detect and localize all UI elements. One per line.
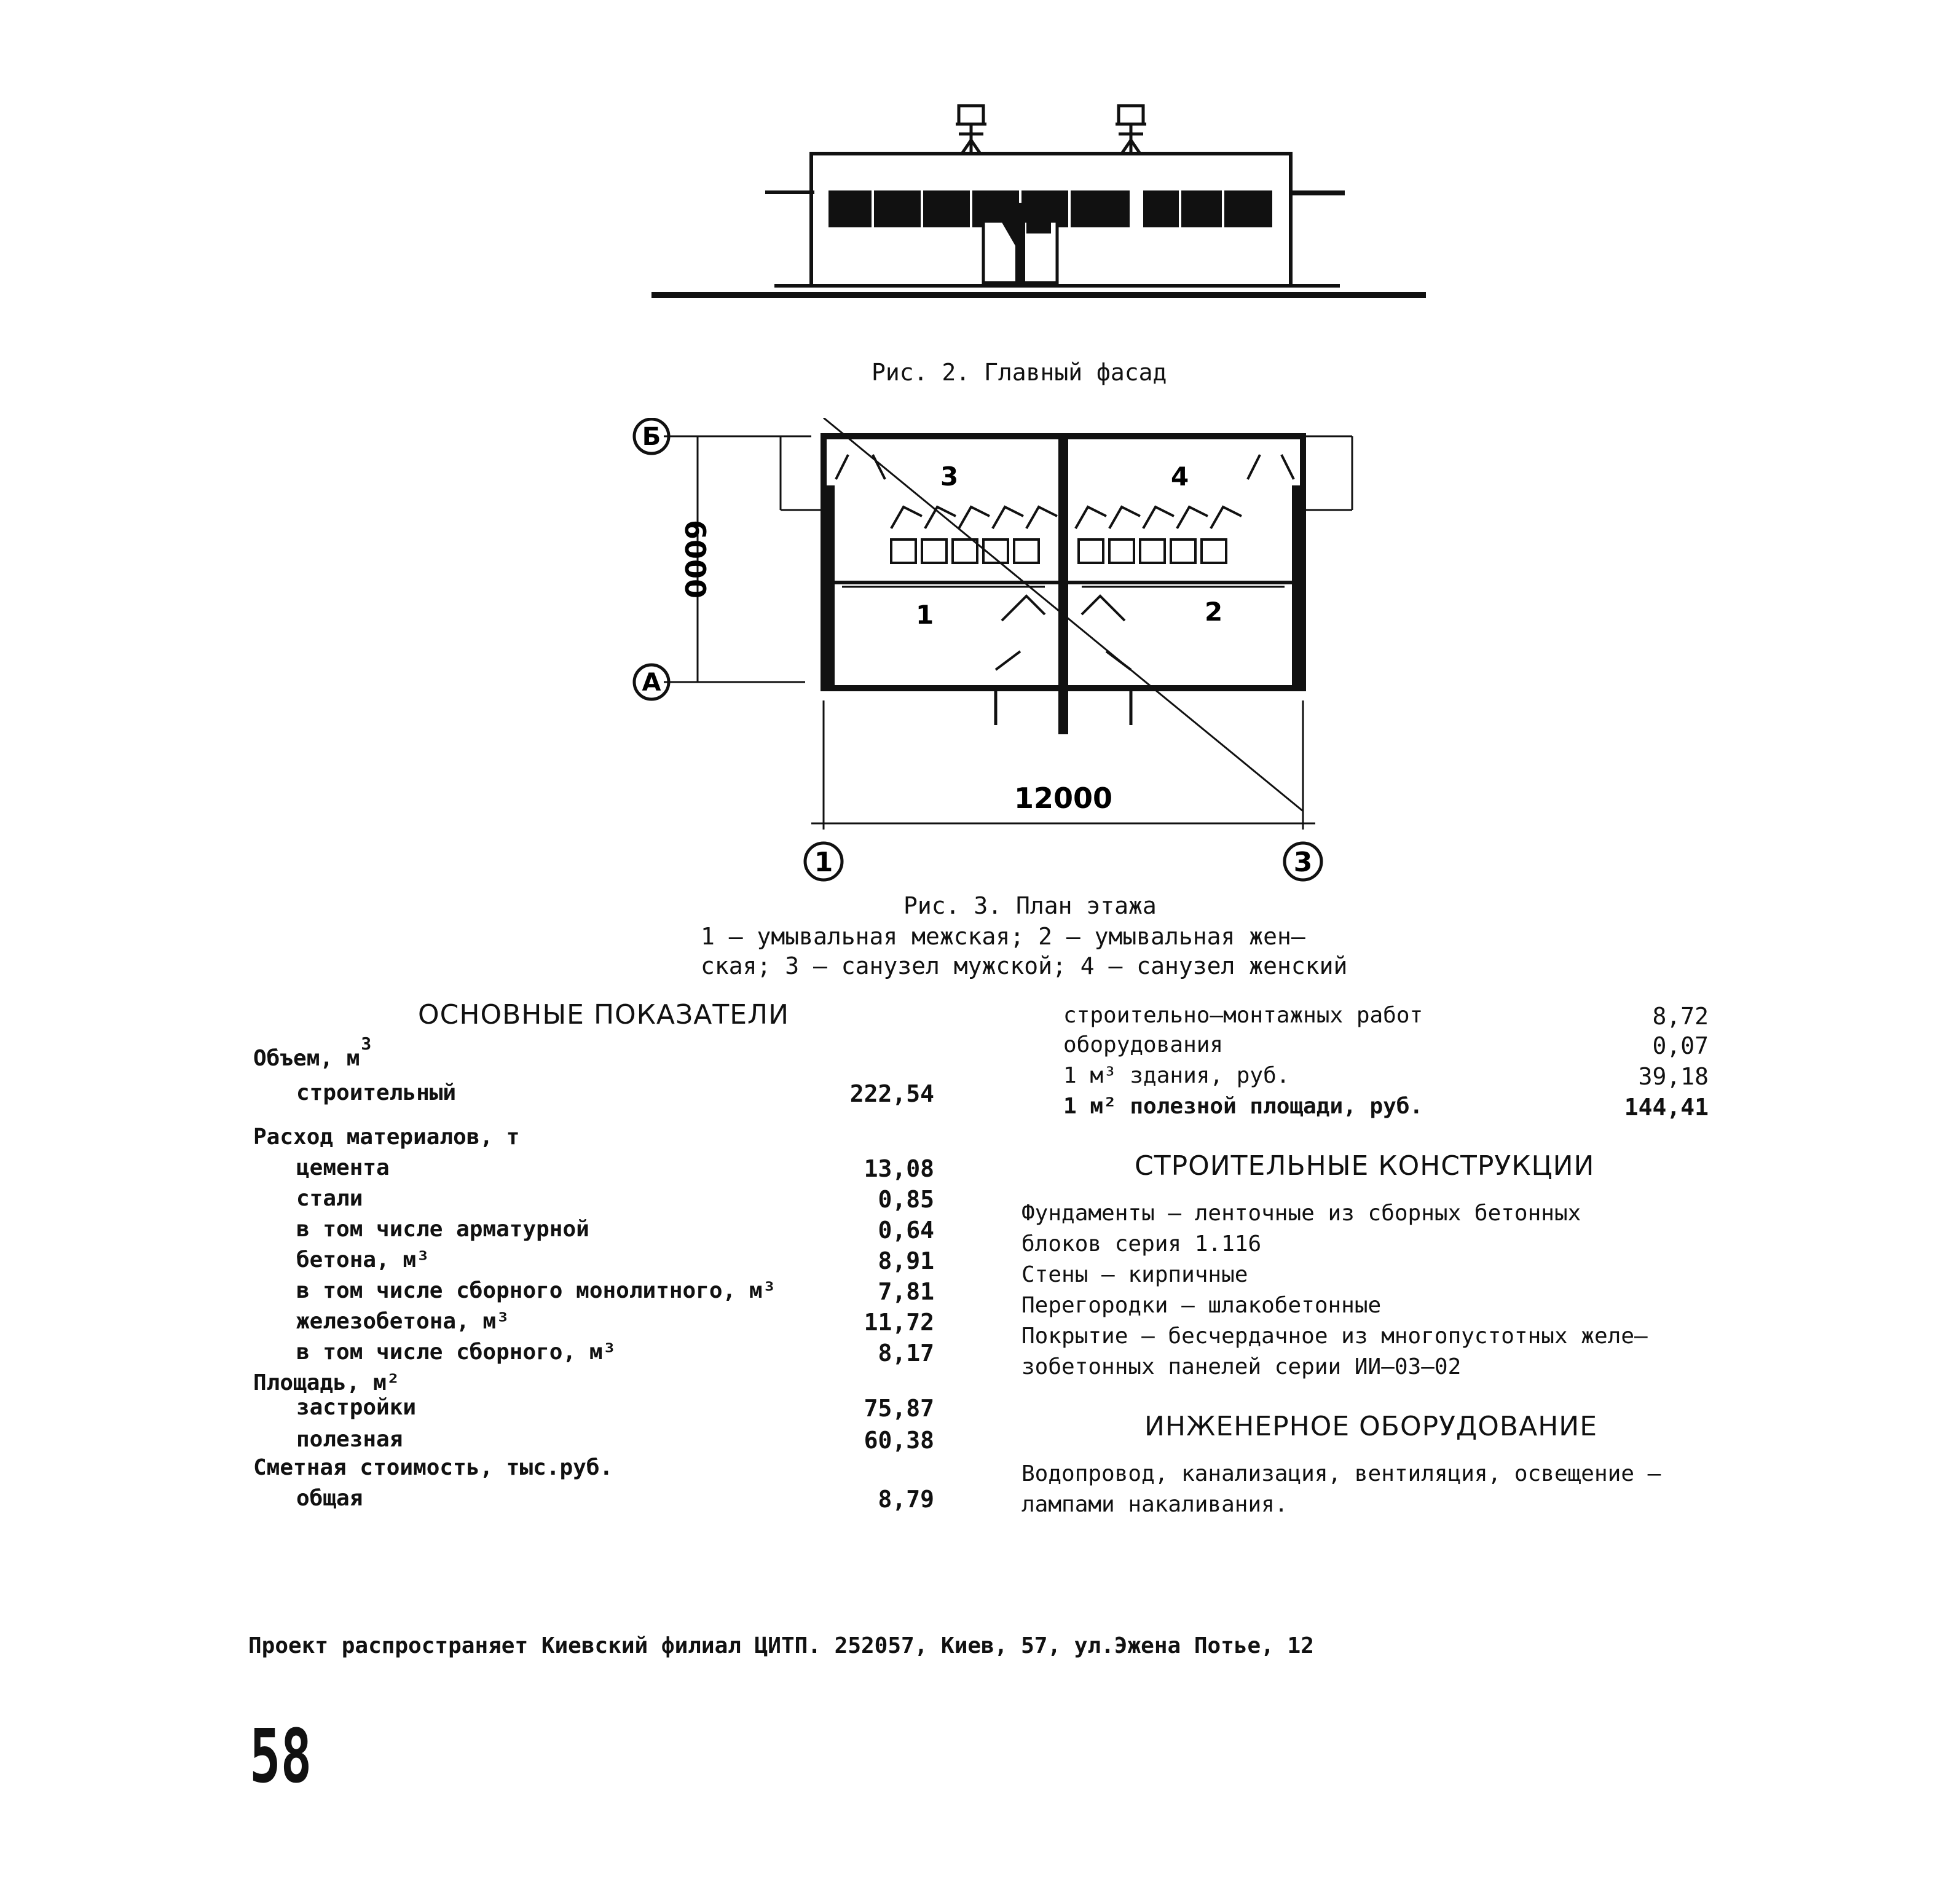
ind-row-7-label: железобетона, м³ xyxy=(296,1309,510,1334)
constructions-line-3: Перегородки – шлакобетонные xyxy=(1021,1293,1382,1318)
volume-label xyxy=(253,1034,372,1071)
ind-row-3-label: стали xyxy=(296,1186,363,1211)
room-4-label: 4 xyxy=(1171,461,1189,492)
equipment-line-1: лампами накаливания. xyxy=(1021,1492,1288,1517)
volume-sup: 3 xyxy=(361,1034,372,1054)
axis-3-label: 3 xyxy=(1293,847,1313,878)
constructions-line-0: Фундаменты – ленточные из сборных бетонных xyxy=(1021,1201,1581,1226)
distributor-note: Проект распространяет Киевский филиал ЦИТП. 252057, Киев, 57, ул.Эжена Потье, 12 xyxy=(248,1633,1314,1658)
ind-row-8-value: 8,17 xyxy=(878,1340,934,1367)
cost-row-3-label: 1 м² полезной площади, руб. xyxy=(1063,1094,1423,1119)
ind-row-4-label: в том числе арматурной xyxy=(296,1217,589,1242)
axis-b-label: Б xyxy=(642,423,661,451)
ind-row-0-value: 222,54 xyxy=(849,1080,934,1107)
ind-row-11-value: 60,38 xyxy=(864,1427,934,1454)
ind-row-3-value: 0,85 xyxy=(878,1186,934,1213)
equipment-title: ИНЖЕНЕРНОЕ ОБОРУДОВАНИЕ xyxy=(1144,1411,1598,1442)
fig3-caption: Рис. 3. План этажа xyxy=(903,892,1157,919)
cost-row-1-value: 0,07 xyxy=(1652,1032,1709,1059)
ind-row-13-label: общая xyxy=(296,1486,363,1511)
cost-row-0-label: строительно–монтажных работ xyxy=(1063,1003,1423,1028)
ind-row-2-label: цемента xyxy=(296,1155,390,1180)
ind-row-5-label: бетона, м³ xyxy=(296,1247,430,1273)
cost-row-1-label: оборудования xyxy=(1063,1032,1224,1057)
floor-plan-drawing xyxy=(627,418,1383,891)
ind-row-11-label: полезная xyxy=(296,1427,403,1452)
fig3-legend-line2: ская; 3 – санузел мужской; 4 – санузел женский xyxy=(701,952,1348,979)
room-2-label: 2 xyxy=(1205,597,1223,627)
ind-row-0-label: строительный xyxy=(296,1080,457,1105)
axis-1-label: 1 xyxy=(814,847,833,878)
ind-row-12-label: Сметная стоимость, тыс.руб. xyxy=(253,1455,613,1480)
cost-row-2-label: 1 м³ здания, руб. xyxy=(1063,1063,1290,1088)
room-1-label: 1 xyxy=(916,600,934,630)
ind-row-10-label: застройки xyxy=(296,1395,417,1420)
cost-row-3-value: 144,41 xyxy=(1624,1094,1709,1121)
ind-row-9-label: Площадь, м² xyxy=(253,1370,400,1395)
ind-row-7-value: 11,72 xyxy=(864,1309,934,1336)
cost-row-2-value: 39,18 xyxy=(1638,1063,1709,1090)
cost-row-0-value: 8,72 xyxy=(1652,1003,1709,1030)
constructions-line-5: зобетонных панелей серии ИИ–03–02 xyxy=(1021,1354,1462,1379)
volume-label-text: Объем, м xyxy=(253,1046,360,1071)
equipment-line-0: Водопровод, канализация, вентиляция, освещение – xyxy=(1021,1461,1661,1486)
axis-a-label: А xyxy=(642,669,661,697)
fig2-caption: Рис. 2. Главный фасад xyxy=(872,359,1167,386)
constructions-line-4: Покрытие – бесчердачное из многопустотных желе– xyxy=(1021,1324,1648,1349)
constructions-line-2: Стены – кирпичные xyxy=(1021,1262,1248,1287)
constructions-line-1: блоков серия 1.116 xyxy=(1021,1231,1262,1257)
ind-row-13-value: 8,79 xyxy=(878,1486,934,1513)
ind-row-6-label: в том числе сборного монолитного, м³ xyxy=(296,1278,776,1303)
ind-row-2-value: 13,08 xyxy=(864,1155,934,1182)
page-number: 58 xyxy=(250,1714,312,1800)
fig3-legend-line1: 1 – умывальная межская; 2 – умывальная жен– xyxy=(701,923,1305,950)
ind-row-10-value: 75,87 xyxy=(864,1395,934,1422)
ind-row-8-label: в том числе сборного, м³ xyxy=(296,1340,616,1365)
dim-depth-label: 6000 xyxy=(679,519,712,599)
ind-row-5-value: 8,91 xyxy=(878,1247,934,1274)
indicators-title: ОСНОВНЫЕ ПОКАЗАТЕЛИ xyxy=(418,999,789,1030)
ind-row-6-value: 7,81 xyxy=(878,1278,934,1305)
room-3-label: 3 xyxy=(940,461,959,492)
ind-row-1-label: Расход материалов, т xyxy=(253,1124,520,1150)
ind-row-4-value: 0,64 xyxy=(878,1217,934,1244)
facade-drawing xyxy=(639,92,1432,313)
dim-width-label: 12000 xyxy=(1013,782,1113,815)
constructions-title: СТРОИТЕЛЬНЫЕ КОНСТРУКЦИИ xyxy=(1135,1150,1595,1182)
